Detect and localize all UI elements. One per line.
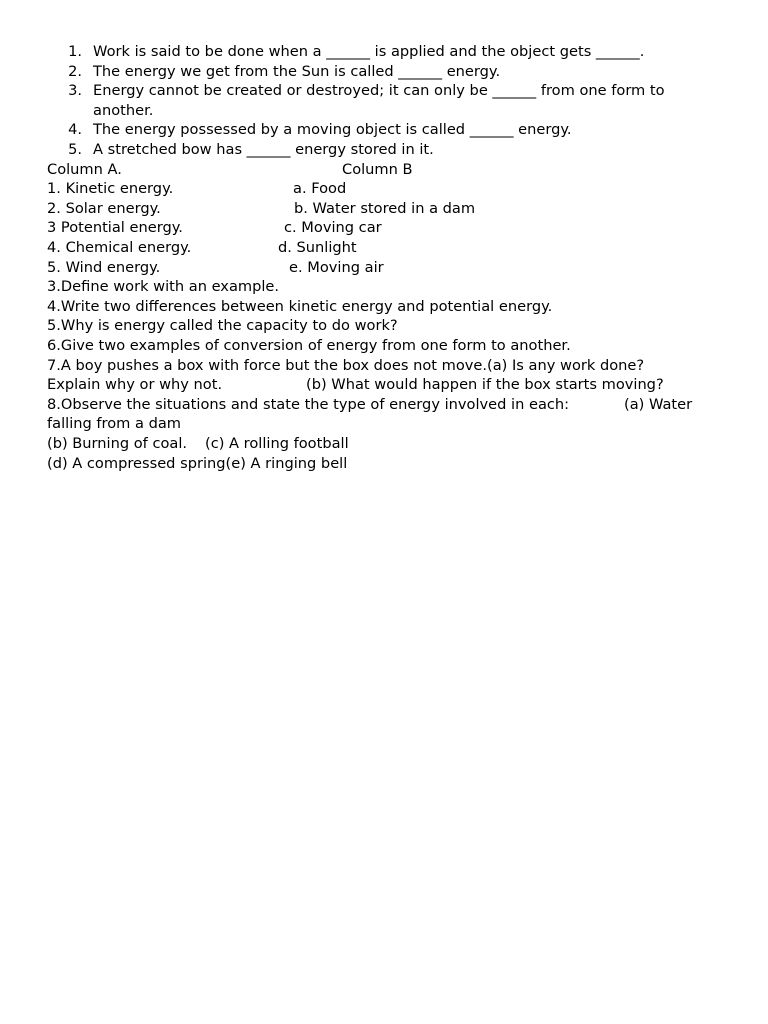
list-number: 3. (68, 82, 82, 100)
fill-blank-item: Work is said to be done when a ______ is applied and the object gets ______. (93, 43, 645, 60)
column-a-item: 1. Kinetic energy. (47, 180, 174, 198)
list-number: 1. (68, 43, 82, 60)
question-4: 4.Write two differences between kinetic energy and potential energy. (47, 297, 553, 315)
question-8-line: 8.Observe the situations and state the type of energy involved in each: (47, 395, 570, 413)
question-7-line: (b) What would happen if the box starts moving? (306, 376, 664, 394)
question-7-line: Explain why or why not. (47, 376, 223, 394)
list-number: 5. (68, 141, 82, 158)
question-5: 5.Why is energy called the capacity to do work? (47, 317, 398, 335)
fill-blank-item-continued: another. (93, 101, 154, 119)
column-b-item: e. Moving air (289, 258, 384, 276)
fill-blank-item: The energy possessed by a moving object is called ______ energy. (93, 121, 572, 139)
column-b-item: a. Food (293, 180, 347, 198)
column-a-item: 4. Chemical energy. (47, 239, 192, 256)
question-8-line: falling from a dam (47, 415, 182, 433)
question-6: 6.Give two examples of conversion of energy from one form to another. (47, 337, 571, 354)
column-a-item: 2. Solar energy. (47, 199, 161, 217)
question-8-line: (a) Water (624, 395, 693, 413)
question-3: 3.Define work with an example. (47, 278, 280, 296)
list-number: 4. (68, 121, 82, 139)
column-b-header: Column B (342, 160, 413, 178)
fill-blank-item: A stretched bow has ______ energy stored in it. (93, 141, 434, 158)
column-b-item: c. Moving car (284, 219, 382, 237)
column-b-item: b. Water stored in a dam (294, 199, 476, 217)
question-8-line: (d) A compressed spring(e) A ringing bell (47, 454, 348, 472)
fill-blank-item: The energy we get from the Sun is called ______ energy. (93, 62, 501, 80)
list-number: 2. (68, 62, 82, 80)
question-8-line: (b) Burning of coal. (47, 435, 188, 452)
column-a-item: 3 Potential energy. (47, 219, 183, 237)
question-8-line: (c) A rolling football (205, 435, 349, 452)
column-b-item: d. Sunlight (278, 239, 357, 256)
column-a-item: 5. Wind energy. (47, 258, 161, 276)
question-7-line: 7.A boy pushes a box with force but the box does not move.(a) Is any work done? (47, 356, 645, 374)
column-a-header: Column A. (47, 160, 122, 178)
fill-blank-item: Energy cannot be created or destroyed; it can only be ______ from one form to (93, 82, 665, 100)
